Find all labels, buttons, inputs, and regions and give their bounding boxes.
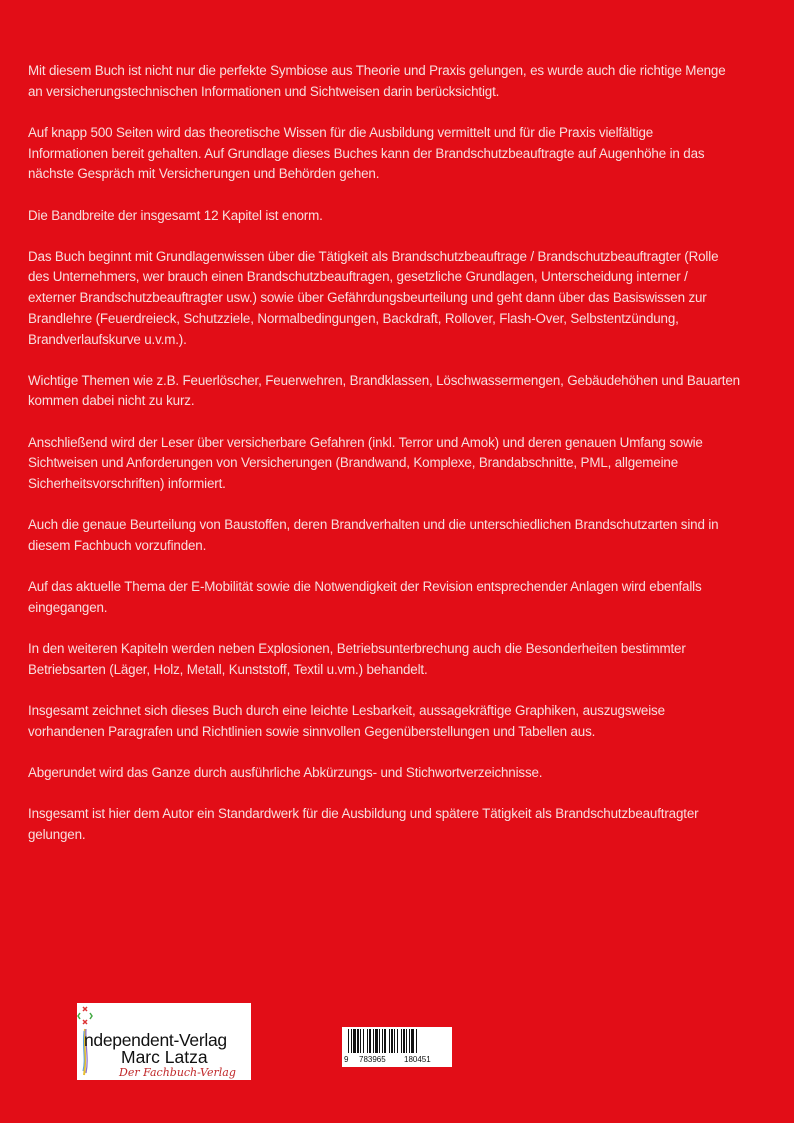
barcode-bars (342, 1027, 452, 1054)
text-line: Brandverlaufskurve u.v.m.). (28, 331, 187, 347)
text-line: Auch die genaue Beurteilung von Baustoffen, deren Brandverhalten und die unterschiedlichen Brandschutzarten sind in (28, 517, 719, 533)
barcode-bar (357, 1029, 359, 1053)
barcode-bar (384, 1029, 386, 1053)
barcode-bar (353, 1029, 356, 1053)
barcode-bar (391, 1029, 393, 1053)
barcode-bar (394, 1029, 395, 1053)
text-line: Auf knapp 500 Seiten wird das theoretische Wissen für die Ausbildung vermittelt und für die Praxis vielfältige (28, 124, 654, 140)
barcode-bar (375, 1029, 378, 1053)
text-line: Betriebsarten (Läger, Holz, Metall, Kunststoff, Textil u.vm.) behandelt. (28, 661, 428, 677)
text-line: Insgesamt ist hier dem Autor ein Standardwerk für die Ausbildung und spätere Tätigkeit als Brandschutzbeauftragter (28, 806, 699, 822)
paragraph (28, 515, 768, 556)
text-line: Anschließend wird der Leser über versicherbare Gefahren (inkl. Terror und Amok) und deren genauen Umfang sowie (28, 434, 703, 450)
text-line: gelungen. (28, 826, 86, 842)
barcode-bar (363, 1029, 364, 1053)
text-line: kommen dabei nicht zu kurz. (28, 393, 195, 409)
text-line: Mit diesem Buch ist nicht nur die perfekte Symbiose aus Theorie und Praxis gelungen, es wurde auch die richtige Menge (28, 63, 726, 78)
paragraph (28, 371, 768, 412)
barcode-bar (351, 1029, 352, 1053)
text-line: Auf das aktuelle Thema der E-Mobilität sowie die Notwendigkeit der Revision entsprechender Anlagen wird ebenfalls (28, 579, 702, 595)
text-line: In den weiteren Kapiteln werden neben Explosionen, Betriebsunterbrechung auch die Besonderheiten bestimmter (28, 641, 686, 657)
paragraph (28, 433, 768, 495)
paragraph (28, 123, 768, 185)
paragraph (28, 577, 768, 618)
publisher-tagline: Der Fachbuch-Verlag (119, 1066, 236, 1079)
text-line: Insgesamt zeichnet sich dieses Buch durch eine leichte Lesbarkeit, aussagekräftige Graphiken, auszugsweise (28, 702, 665, 718)
text-line: Brandlehre (Feuerdreieck, Schutzziele, Normalbedingungen, Backdraft, Rollover, Flash-Over, Selbstentzündung, (28, 310, 679, 326)
text-line: Wichtige Themen wie z.B. Feuerlöscher, Feuerwehren, Brandklassen, Löschwassermengen, Gebäudehöhen und Bauarten (28, 372, 740, 388)
barcode-bar (373, 1029, 374, 1053)
text-line: Sichtweisen und Anforderungen von Versicherungen (Brandwand, Komplexe, Brandabschnitte, PML, allgemeine (28, 455, 679, 471)
text-line: Die Bandbreite der insgesamt 12 Kapitel ist enorm. (28, 207, 323, 223)
barcode-bar (360, 1029, 361, 1053)
publisher-owner: Marc Latza (121, 1047, 208, 1067)
barcode-bar (367, 1029, 368, 1053)
text-line: vorhandenen Paragrafen und Richtlinien sowie sinnvollen Gegenüberstellungen und Tabellen aus. (28, 723, 596, 739)
barcode-bar (369, 1029, 371, 1053)
text-line: Abgerundet wird das Ganze durch ausführliche Abkürzungs- und Stichwortverzeichnisse. (28, 764, 543, 780)
barcode-bar (401, 1029, 402, 1053)
paragraph (28, 804, 768, 845)
barcode-bar (389, 1029, 390, 1053)
barcode-bar (411, 1029, 414, 1053)
paragraph (28, 206, 768, 227)
paragraph (28, 247, 768, 351)
text-line: Sicherheitsvorschriften) informiert. (28, 476, 226, 492)
barcode-bar (382, 1029, 383, 1053)
blurb-text (28, 61, 768, 866)
barcode-bar (416, 1029, 417, 1053)
paragraph (28, 763, 768, 784)
barcode-bar (406, 1029, 407, 1053)
barcode-digits-left: 783965 (359, 1055, 386, 1064)
text-line: nächste Gespräch mit Versicherungen und Behörden gehen. (28, 166, 380, 182)
barcode-bar (379, 1029, 380, 1053)
isbn-barcode (342, 1027, 452, 1067)
text-line: Informationen bereit gehalten. Auf Grundlage dieses Buches kann der Brandschutzbeauftragte auf Augenhöhe in das (28, 145, 705, 161)
paragraph (28, 701, 768, 742)
text-line: an versicherungstechnischen Informationen und Sichtweisen darin berücksichtigt. (28, 83, 500, 99)
barcode-bar (348, 1029, 349, 1053)
publisher-name: ndependent-Verlag (84, 1030, 227, 1050)
text-line: eingegangen. (28, 599, 108, 615)
barcode-bar (403, 1029, 405, 1053)
text-line: diesem Fachbuch vorzufinden. (28, 537, 207, 553)
barcode-digits-right: 180451 (404, 1055, 431, 1064)
barcode-bar (409, 1029, 410, 1053)
barcode-digit-first: 9 (344, 1055, 349, 1064)
text-line: des Unternehmers, wer brauch einen Brandschutzbeauftragen, gesetzliche Grundlagen, Unterscheidung interner / (28, 269, 688, 285)
paragraph (28, 639, 768, 680)
publisher-logo (77, 1003, 251, 1080)
paragraph (28, 61, 768, 102)
barcode-bar (397, 1029, 398, 1053)
text-line: externer Brandschutzbeauftragter usw.) sowie über Gefährdungsbeurteilung und geht dann über das Basiswissen zur (28, 290, 707, 306)
text-line: Das Buch beginnt mit Grundlagenwissen über die Tätigkeit als Brandschutzbeauftrage / Brandschutzbeauftragter (Rolle (28, 248, 719, 264)
